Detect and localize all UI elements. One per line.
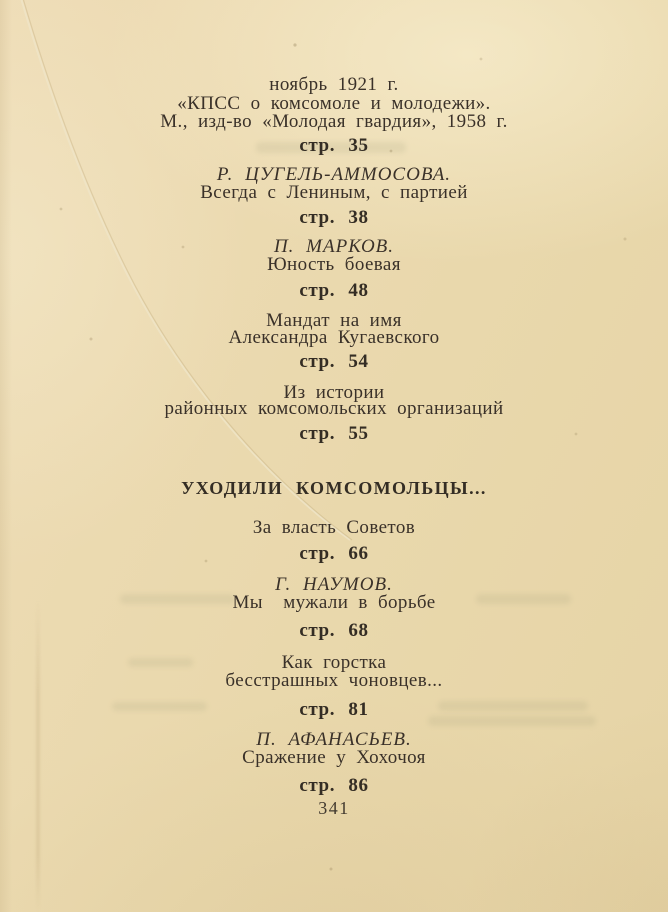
toc-line: «КПСС о комсомоле и молодежи». <box>177 93 491 114</box>
toc-line: Как горстка <box>281 652 387 673</box>
toc-line: районных комсомольских организаций <box>164 398 504 419</box>
section-heading: УХОДИЛИ КОМСОМОЛЬЦЫ... <box>181 478 487 498</box>
page-ref: стр. 55 <box>299 423 369 444</box>
page-ref: стр. 35 <box>299 135 369 156</box>
toc-line: ноябрь 1921 г. <box>269 74 399 95</box>
toc-line: Всегда с Лениным, с партией <box>200 182 468 203</box>
page-ref: стр. 54 <box>299 351 369 372</box>
toc-line: Юность боевая <box>267 254 401 275</box>
toc-line: бесстрашных чоновцев... <box>225 670 443 691</box>
toc-line: За власть Советов <box>252 517 416 538</box>
author-line: Г. НАУМОВ. <box>275 574 393 595</box>
toc-line: Мандат на имя <box>266 310 402 331</box>
page-ref: стр. 81 <box>299 699 369 720</box>
page-ref: стр. 68 <box>299 620 369 641</box>
page-ref: стр. 66 <box>299 543 369 564</box>
toc-line: Сражение у Хохочоя <box>242 747 426 768</box>
toc-line: Александра Кугаевского <box>228 327 440 348</box>
page-number: 341 <box>318 798 350 818</box>
author-line: П. МАРКОВ. <box>273 236 395 257</box>
page-ref: стр. 48 <box>299 280 369 301</box>
author-line: Р. ЦУГЕЛЬ-АММОСОВА. <box>216 164 452 185</box>
toc-line: Из истории <box>283 382 385 403</box>
toc-line: Мы мужали в борьбе <box>232 592 436 613</box>
paper-specks <box>0 0 2 2</box>
toc-line: М., изд-во «Молодая гвардия», 1958 г. <box>160 111 508 132</box>
author-line: П. АФАНАСЬЕВ. <box>256 729 412 750</box>
page-ref: стр. 86 <box>299 775 369 796</box>
page-ref: стр. 38 <box>299 207 369 228</box>
